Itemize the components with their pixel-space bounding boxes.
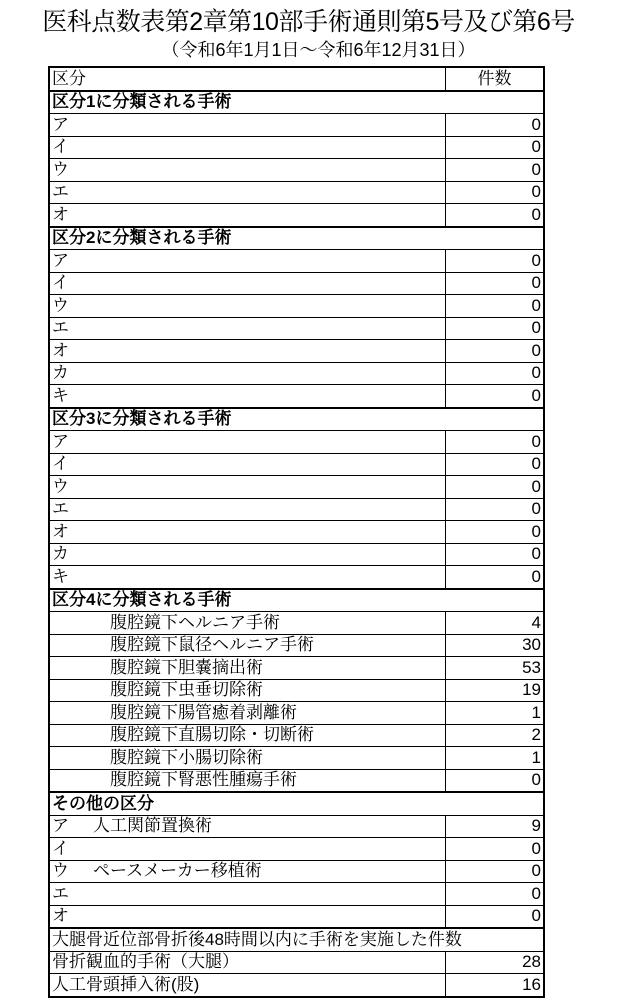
- row-label-cell: [49, 431, 446, 454]
- table-row: [49, 883, 544, 906]
- table-row: [49, 498, 544, 521]
- table-row: [49, 905, 544, 928]
- row-label: エ: [52, 182, 69, 202]
- row-label-cell: [49, 136, 446, 159]
- row-count: 4: [446, 612, 545, 635]
- row-label: キ: [52, 566, 69, 586]
- row-label: イ: [52, 838, 69, 858]
- row-count: 0: [446, 476, 545, 499]
- row-count: 0: [446, 340, 545, 363]
- header-count: 件数: [446, 67, 545, 91]
- row-label-cell: [49, 860, 446, 883]
- row-label-cell: [49, 747, 446, 770]
- table-row: [49, 747, 544, 770]
- table-row: [49, 702, 544, 725]
- row-label: エ: [52, 883, 69, 903]
- row-count: 30: [446, 634, 545, 657]
- row-label-cell: [49, 543, 446, 566]
- table-row: [49, 317, 544, 340]
- procedure-name: 腹腔鏡下胆嚢摘出術: [110, 657, 263, 677]
- table-row: [49, 724, 544, 747]
- row-label-cell: [49, 657, 446, 680]
- row-count: 0: [446, 543, 545, 566]
- section-title: 区分3に分類される手術: [49, 408, 544, 431]
- row-label: オ: [52, 204, 69, 224]
- table-row: [49, 295, 544, 318]
- row-count: 0: [446, 272, 545, 295]
- row-label: ア: [52, 114, 69, 134]
- row-label: ウ: [52, 159, 69, 179]
- row-label: 骨折観血的手術（大腿）: [52, 952, 239, 972]
- row-label-cell: [49, 521, 446, 544]
- row-count: 0: [446, 181, 545, 204]
- row-label-cell: [49, 272, 446, 295]
- row-label: オ: [52, 521, 69, 541]
- section-header-row: [49, 589, 544, 612]
- row-count: 0: [446, 295, 545, 318]
- row-label-cell: [49, 295, 446, 318]
- row-count: 0: [446, 566, 545, 589]
- section-title: その他の区分: [49, 792, 544, 815]
- row-count: 0: [446, 204, 545, 227]
- row-label-cell: [49, 362, 446, 385]
- period-subtitle: （令和6年1月1日～令和6年12月31日）: [161, 40, 476, 60]
- row-label-cell: [49, 702, 446, 725]
- row-label-cell: [49, 612, 446, 635]
- row-label: ア: [52, 431, 69, 451]
- row-label: エ: [52, 499, 69, 519]
- procedure-name: 腹腔鏡下直腸切除・切断術: [110, 725, 314, 745]
- row-label: オ: [52, 340, 69, 360]
- row-label-cell: [49, 815, 446, 838]
- procedure-name: 腹腔鏡下ヘルニア手術: [110, 612, 280, 632]
- row-label-cell: [49, 204, 446, 227]
- row-label: キ: [52, 385, 69, 405]
- row-label-cell: [49, 566, 446, 589]
- table-row: [49, 476, 544, 499]
- row-label: イ: [52, 454, 69, 474]
- procedure-name: 腹腔鏡下鼠径ヘルニア手術: [110, 635, 314, 655]
- row-label: エ: [52, 318, 69, 338]
- table-row: [49, 159, 544, 182]
- table-row: [49, 951, 544, 974]
- table-row: [49, 679, 544, 702]
- row-label-cell: [49, 905, 446, 928]
- row-count: 0: [446, 385, 545, 408]
- procedure-name: 人工関節置換術: [93, 816, 212, 836]
- table-header-row: [49, 67, 544, 91]
- surgery-count-table: [48, 66, 545, 998]
- row-label: オ: [52, 906, 69, 926]
- row-count: 28: [446, 951, 545, 974]
- row-label-cell: [49, 114, 446, 137]
- table-row: [49, 340, 544, 363]
- page-title: 医科点数表第2章第10部手術通則第5号及び第6号: [42, 8, 575, 36]
- row-label: 人工骨頭挿入術(股): [52, 974, 200, 994]
- row-label-cell: [49, 453, 446, 476]
- section-header-row: [49, 227, 544, 250]
- section-title: 区分4に分類される手術: [49, 589, 544, 612]
- table-row: [49, 250, 544, 273]
- row-count: 19: [446, 679, 545, 702]
- procedure-name: 腹腔鏡下腸管癒着剥離術: [110, 702, 297, 722]
- table-row: [49, 974, 544, 997]
- section-title: 区分1に分類される手術: [49, 91, 544, 114]
- row-count: 1: [446, 747, 545, 770]
- row-label: ウ: [52, 476, 69, 496]
- section-note-row: [49, 928, 544, 951]
- row-count: 53: [446, 657, 545, 680]
- table-row: [49, 136, 544, 159]
- row-label-cell: [49, 974, 446, 997]
- row-label-cell: [49, 769, 446, 792]
- section-header-row: [49, 91, 544, 114]
- row-label-cell: [49, 951, 446, 974]
- procedure-name: 腹腔鏡下虫垂切除術: [110, 680, 263, 700]
- row-count: 0: [446, 453, 545, 476]
- row-count: 16: [446, 974, 545, 997]
- row-count: 2: [446, 724, 545, 747]
- row-label-cell: [49, 634, 446, 657]
- header-category: 区分: [49, 67, 446, 91]
- table-row: [49, 181, 544, 204]
- row-label-cell: [49, 476, 446, 499]
- row-label-cell: [49, 340, 446, 363]
- table-row: [49, 634, 544, 657]
- row-label-cell: [49, 498, 446, 521]
- row-label-cell: [49, 385, 446, 408]
- row-count: 0: [446, 317, 545, 340]
- row-count: 9: [446, 815, 545, 838]
- row-count: 0: [446, 769, 545, 792]
- row-count: 0: [446, 838, 545, 861]
- table-row: [49, 769, 544, 792]
- table-row: [49, 204, 544, 227]
- row-label: イ: [52, 137, 69, 157]
- row-label-cell: [49, 838, 446, 861]
- table-row: [49, 657, 544, 680]
- table-row: [49, 543, 544, 566]
- row-count: 0: [446, 114, 545, 137]
- row-label: ア: [52, 250, 69, 270]
- table-row: [49, 612, 544, 635]
- table-row: [49, 385, 544, 408]
- row-label: ウ: [52, 861, 69, 881]
- table-row: [49, 566, 544, 589]
- row-label: カ: [52, 363, 69, 383]
- row-count: 0: [446, 159, 545, 182]
- row-label-cell: [49, 159, 446, 182]
- row-label-cell: [49, 883, 446, 906]
- row-label: ウ: [52, 295, 69, 315]
- section-title: 区分2に分類される手術: [49, 227, 544, 250]
- row-label: カ: [52, 544, 69, 564]
- row-count: 0: [446, 905, 545, 928]
- row-label-cell: [49, 317, 446, 340]
- table-row: [49, 860, 544, 883]
- table-row: [49, 362, 544, 385]
- section-note: 大腿骨近位部骨折後48時間以内に手術を実施した件数: [49, 928, 544, 951]
- row-count: 0: [446, 431, 545, 454]
- row-count: 0: [446, 498, 545, 521]
- table-row: [49, 114, 544, 137]
- row-count: 0: [446, 136, 545, 159]
- table-row: [49, 521, 544, 544]
- table-row: [49, 272, 544, 295]
- row-count: 0: [446, 521, 545, 544]
- row-count: 0: [446, 860, 545, 883]
- table-row: [49, 815, 544, 838]
- section-header-row: [49, 408, 544, 431]
- row-label: ア: [52, 816, 69, 836]
- row-count: 0: [446, 362, 545, 385]
- procedure-name: 腹腔鏡下小腸切除術: [110, 747, 263, 767]
- row-label-cell: [49, 181, 446, 204]
- table-row: [49, 431, 544, 454]
- section-header-row: [49, 792, 544, 815]
- procedure-name: 腹腔鏡下腎悪性腫瘍手術: [110, 770, 297, 790]
- row-count: 0: [446, 883, 545, 906]
- row-count: 1: [446, 702, 545, 725]
- procedure-name: ペースメーカー移植術: [93, 861, 262, 881]
- row-label-cell: [49, 250, 446, 273]
- row-label-cell: [49, 724, 446, 747]
- row-count: 0: [446, 250, 545, 273]
- table-row: [49, 453, 544, 476]
- row-label-cell: [49, 679, 446, 702]
- row-label: イ: [52, 273, 69, 293]
- table-row: [49, 838, 544, 861]
